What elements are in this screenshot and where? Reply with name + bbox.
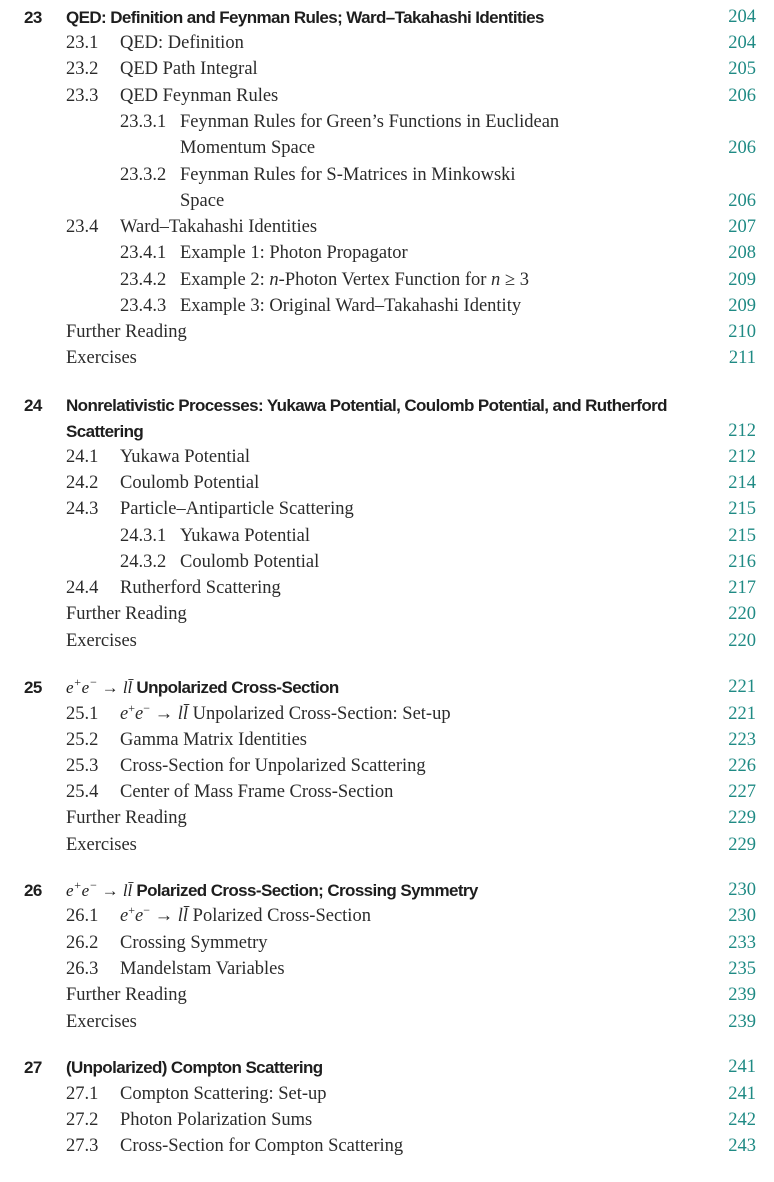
toc-entry[interactable] xyxy=(0,756,774,782)
page-number: 239 xyxy=(728,1012,756,1032)
section-title: Center of Mass Frame Cross-Section xyxy=(120,782,394,802)
exercises-label: Exercises xyxy=(66,1012,137,1032)
toc-entry[interactable] xyxy=(0,447,774,473)
toc-entry[interactable] xyxy=(0,933,774,959)
section-number: 24.4 xyxy=(66,578,99,598)
page-number: 241 xyxy=(728,1057,756,1077)
toc-entry[interactable] xyxy=(0,165,774,191)
chapter-title-continued: Scattering xyxy=(66,422,144,441)
page-number: 210 xyxy=(728,322,756,342)
section-number: 26.2 xyxy=(66,933,99,953)
toc-entry-exercises[interactable] xyxy=(0,348,774,374)
subsection-number: 24.3.1 xyxy=(120,526,167,546)
section-number: 27.3 xyxy=(66,1136,99,1156)
section-title: Ward–Takahashi Identities xyxy=(120,217,318,237)
chapter-heading[interactable] xyxy=(0,677,774,703)
toc-entry[interactable] xyxy=(0,112,774,138)
exercises-label: Exercises xyxy=(66,348,137,368)
toc-entry[interactable] xyxy=(0,1110,774,1136)
chapter-heading[interactable] xyxy=(0,7,774,33)
page-number: 241 xyxy=(728,1084,756,1104)
page-number: 211 xyxy=(728,348,756,368)
section-number: 24.2 xyxy=(66,473,99,493)
chapter-title: e+e− → ll̄ Polarized Cross-Section; Crossing Symmetry xyxy=(66,878,478,900)
further-reading-label: Further Reading xyxy=(66,322,187,342)
section-title: e+e− → ll̄ Polarized Cross-Section xyxy=(120,903,371,926)
chapter-number: 26 xyxy=(24,881,42,900)
section-title: e+e− → ll̄ Unpolarized Cross-Section: Set-up xyxy=(120,701,451,724)
subsection-number: 24.3.2 xyxy=(120,552,167,572)
page-number: 235 xyxy=(728,959,756,979)
section-title: Compton Scattering: Set-up xyxy=(120,1084,327,1104)
exercises-label: Exercises xyxy=(66,631,137,651)
section-title: Rutherford Scattering xyxy=(120,578,281,598)
chapter-number: 24 xyxy=(24,396,42,415)
section-title: QED Path Integral xyxy=(120,59,258,79)
page-number: 209 xyxy=(728,296,756,316)
page-number: 229 xyxy=(728,808,756,828)
page-number: 223 xyxy=(728,730,756,750)
page-number: 243 xyxy=(728,1136,756,1156)
section-title: Mandelstam Variables xyxy=(120,959,285,979)
section-title: Crossing Symmetry xyxy=(120,933,268,953)
section-title: QED: Definition xyxy=(120,33,244,53)
page-number: 204 xyxy=(728,7,756,27)
section-title: Cross-Section for Compton Scattering xyxy=(120,1136,404,1156)
chapter-heading[interactable] xyxy=(0,395,774,421)
page-number: 229 xyxy=(728,835,756,855)
page-number: 206 xyxy=(728,86,756,106)
subsection-title: Coulomb Potential xyxy=(180,552,320,572)
toc-entry[interactable] xyxy=(0,730,774,756)
subsection-title: Example 2: n-Photon Vertex Function for n ≥ 3 xyxy=(180,270,529,290)
page-number: 214 xyxy=(728,473,756,493)
page-number: 205 xyxy=(728,59,756,79)
chapter-heading[interactable] xyxy=(0,1057,774,1083)
section-title: Yukawa Potential xyxy=(120,447,250,467)
toc-entry[interactable] xyxy=(0,782,774,808)
subsection-number: 23.4.3 xyxy=(120,296,167,316)
subsection-title-continued: Space xyxy=(180,191,225,211)
toc-entry[interactable] xyxy=(0,86,774,112)
toc-entry[interactable] xyxy=(0,578,774,604)
toc-entry[interactable] xyxy=(0,270,774,296)
further-reading-label: Further Reading xyxy=(66,808,187,828)
chapter-title: Nonrelativistic Processes: Yukawa Potential, Coulomb Potential, and Rutherford xyxy=(66,396,667,415)
toc-entry-continuation[interactable] xyxy=(0,138,774,164)
toc-entry[interactable] xyxy=(0,33,774,59)
toc-entry[interactable] xyxy=(0,1084,774,1110)
toc-entry-exercises[interactable] xyxy=(0,1012,774,1038)
section-number: 26.3 xyxy=(66,959,99,979)
section-title: Coulomb Potential xyxy=(120,473,260,493)
page-number: 239 xyxy=(728,985,756,1005)
subsection-title: Example 3: Original Ward–Takahashi Identity xyxy=(180,296,522,316)
toc-entry[interactable] xyxy=(0,473,774,499)
toc-entry[interactable] xyxy=(0,903,774,932)
page-number: 221 xyxy=(728,677,756,697)
toc-entry[interactable] xyxy=(0,701,774,730)
toc-entry-further-reading[interactable] xyxy=(0,985,774,1011)
page-number: 212 xyxy=(728,421,756,441)
section-title: Gamma Matrix Identities xyxy=(120,730,308,750)
section-number: 23.3 xyxy=(66,86,99,106)
section-title: Particle–Antiparticle Scattering xyxy=(120,499,354,519)
page-number: 215 xyxy=(728,526,756,546)
section-number: 25.1 xyxy=(66,704,99,724)
toc-entry-exercises[interactable] xyxy=(0,835,774,861)
page-number: 227 xyxy=(728,782,756,802)
toc-entry[interactable] xyxy=(0,1136,774,1162)
page-number: 215 xyxy=(728,499,756,519)
section-number: 23.1 xyxy=(66,33,99,53)
page-number: 233 xyxy=(728,933,756,953)
section-number: 26.1 xyxy=(66,906,99,926)
page-number: 209 xyxy=(728,270,756,290)
section-number: 24.3 xyxy=(66,499,99,519)
toc-entry[interactable] xyxy=(0,59,774,85)
section-number: 27.1 xyxy=(66,1084,99,1104)
page-number: 216 xyxy=(728,552,756,572)
toc-entry[interactable] xyxy=(0,552,774,578)
subsection-number: 23.3.2 xyxy=(120,165,167,185)
toc-entry-continuation[interactable] xyxy=(0,191,774,217)
page-number: 206 xyxy=(728,191,756,211)
chapter-title: QED: Definition and Feynman Rules; Ward–Takahashi Identities xyxy=(66,8,544,27)
toc-entry[interactable] xyxy=(0,217,774,243)
section-number: 27.2 xyxy=(66,1110,99,1130)
page-number: 226 xyxy=(728,756,756,776)
page-number: 230 xyxy=(728,880,756,900)
exercises-label: Exercises xyxy=(66,835,137,855)
subsection-number: 23.4.1 xyxy=(120,243,167,263)
section-number: 25.3 xyxy=(66,756,99,776)
subsection-number: 23.4.2 xyxy=(120,270,167,290)
section-title: Photon Polarization Sums xyxy=(120,1110,313,1130)
subsection-title: Yukawa Potential xyxy=(180,526,310,546)
toc-entry[interactable] xyxy=(0,243,774,269)
reaction-formula: e+e− → ll̄ xyxy=(66,878,133,900)
subsection-title: Feynman Rules for Green’s Functions in Euclidean xyxy=(180,112,560,132)
chapter-title: (Unpolarized) Compton Scattering xyxy=(66,1058,323,1077)
toc-entry-further-reading[interactable] xyxy=(0,322,774,348)
reaction-formula: e+e− → ll̄ xyxy=(66,675,133,697)
page-number: 221 xyxy=(728,704,756,724)
section-number: 24.1 xyxy=(66,447,99,467)
page-number: 212 xyxy=(728,447,756,467)
chapter-heading-continuation[interactable] xyxy=(0,421,774,447)
page-number: 217 xyxy=(728,578,756,598)
chapter-number: 23 xyxy=(24,8,42,27)
chapter-heading[interactable] xyxy=(0,880,774,906)
page-number: 230 xyxy=(728,906,756,926)
page-number: 242 xyxy=(728,1110,756,1130)
toc-entry[interactable] xyxy=(0,959,774,985)
toc-entry[interactable] xyxy=(0,296,774,322)
chapter-title: e+e− → ll̄ Unpolarized Cross-Section xyxy=(66,675,339,697)
section-number: 23.2 xyxy=(66,59,99,79)
toc-entry[interactable] xyxy=(0,526,774,552)
page-number: 204 xyxy=(728,33,756,53)
section-number: 23.4 xyxy=(66,217,99,237)
toc-entry-further-reading[interactable] xyxy=(0,604,774,630)
section-title: QED Feynman Rules xyxy=(120,86,279,106)
subsection-title: Feynman Rules for S-Matrices in Minkowski xyxy=(180,165,516,185)
page-number: 206 xyxy=(728,138,756,158)
page-number: 220 xyxy=(728,631,756,651)
subsection-number: 23.3.1 xyxy=(120,112,167,132)
subsection-title: Example 1: Photon Propagator xyxy=(180,243,408,263)
chapter-number: 27 xyxy=(24,1058,42,1077)
section-number: 25.4 xyxy=(66,782,99,802)
toc-entry-further-reading[interactable] xyxy=(0,808,774,834)
subsection-title-continued: Momentum Space xyxy=(180,138,316,158)
chapter-number: 25 xyxy=(24,678,42,697)
section-number: 25.2 xyxy=(66,730,99,750)
page-number: 208 xyxy=(728,243,756,263)
section-title: Cross-Section for Unpolarized Scattering xyxy=(120,756,426,776)
page-number: 220 xyxy=(728,604,756,624)
further-reading-label: Further Reading xyxy=(66,985,187,1005)
toc-entry-exercises[interactable] xyxy=(0,631,774,657)
further-reading-label: Further Reading xyxy=(66,604,187,624)
page-number: 207 xyxy=(728,217,756,237)
toc-entry[interactable] xyxy=(0,499,774,525)
